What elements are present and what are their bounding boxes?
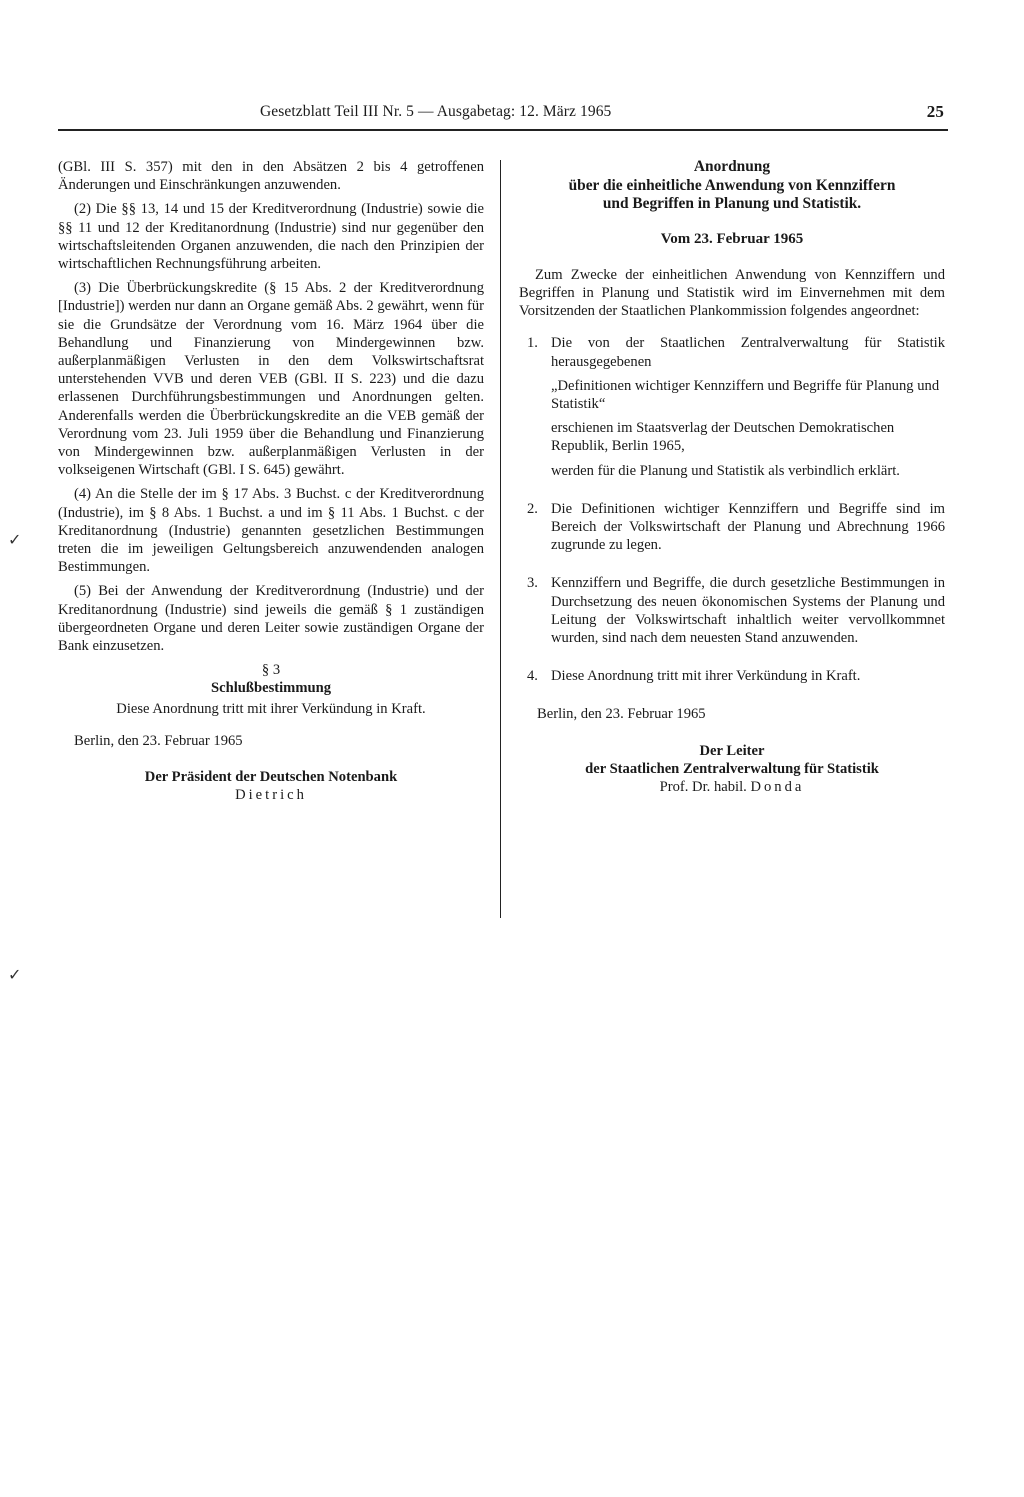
paragraph-continuation: (GBl. III S. 357) mit den in den Absätzen 2 bis 4 getroffenen Änderungen und Einschränkungen anzuwenden. xyxy=(58,159,484,194)
article-list xyxy=(519,334,945,685)
closing-statement: Diese Anordnung tritt mit ihrer Verkündung in Kraft. xyxy=(116,700,426,717)
document-date: Vom 23. Februar 1965 xyxy=(660,230,804,247)
item-text: Die Definitionen wichtiger Kennziffern und Begriffe sind im Bereich der Volkswirtschaft der Planung und Abrechnung 1966 zugrunde zu legen. xyxy=(551,500,945,554)
section-title: Schlußbestimmung xyxy=(210,680,332,697)
item-conclusion: werden für die Planung und Statistik als verbindlich erklärt. xyxy=(551,462,900,479)
paragraph-5: (5) Bei der Anwendung der Kreditverordnung (Industrie) und der Kreditanordnung (Industrie) sind jeweils die gemäß § 1 zuständigen übergeordneten Organe und deren Leiter sowie zuständigen Organe der Bank einzusetzen. xyxy=(58,583,484,655)
header-title: Gesetzblatt Teil III Nr. 5 — Ausgabetag: 12. März 1965 xyxy=(260,103,612,120)
signatory-title-line-1: Der Leiter xyxy=(699,742,765,759)
document-title-line-3: und Begriffen in Planung und Statistik. xyxy=(602,195,862,212)
paragraph-3: (3) Die Überbrückungskredite (§ 15 Abs. 2 der Kreditverordnung [Industrie]) werden nur dann an Organe gemäß Abs. 2 gewährt, wenn für sie die Grundsätze der Verordnung vom 16. März 1964 über die Behandlung und Finanzierung von Mindergewinnen bzw. außerplanmäßigen Verlusten in den dem Volkswirtschaftsrat unterstehenden VVB und deren VEB (GBl. II S. 223) und die dazu erlassenen Durchführungsbestimmungen und Anordnungen gelten. Anderenfalls werden die Überbrückungskredite an die VEB gemäß der Verordnung vom 23. Juli 1959 über die Behandlung und Finanzierung von Mindergewinnen bzw. außerplanmäßigen Verlusten in der volkseigenen Wirtschaft (GBl. I S. 645) gewährt. xyxy=(58,280,484,479)
margin-mark: ✓ xyxy=(8,967,22,984)
item-number: 3. xyxy=(527,575,538,592)
signatory-prefix: Prof. Dr. habil. xyxy=(659,778,747,795)
list-item xyxy=(519,334,945,479)
item-text: Die von der Staatlichen Zentralverwaltung für Statistik herausgegebenen xyxy=(551,335,945,370)
intro-paragraph: Zum Zwecke der einheitlichen Anwendung von Kennziffern und Begriffen in Planung und Statistik wird im Einvernehmen mit dem Vorsitzenden der Staatlichen Plankommission folgendes angeordnet: xyxy=(519,266,945,320)
margin-mark: ✓ xyxy=(8,532,22,549)
signatory-line xyxy=(519,778,945,796)
signatory-name: Dietrich xyxy=(235,787,307,804)
right-column xyxy=(519,158,945,796)
signatory-name: Donda xyxy=(750,778,805,795)
item-text: Kennziffern und Begriffe, die durch gesetzliche Bestimmungen in Durchsetzung des neuen ökonomischen Systems der Planung und Leitung der Volkswirtschaft inhaltlich weiter vervollkommnet wurden, sind nach dem neuesten Stand anzuwenden. xyxy=(551,575,945,646)
item-number: 2. xyxy=(527,500,538,517)
left-column xyxy=(58,158,484,805)
place-date: Berlin, den 23. Februar 1965 xyxy=(537,706,706,723)
list-item xyxy=(519,667,945,685)
paragraph-2: (2) Die §§ 13, 14 und 15 der Kreditverordnung (Industrie) sowie die §§ 11 und 12 der Kreditanordnung (Industrie) sind nur gegenüber den wirtschaftsleitenden Organen anzuwenden, die nach den Prinzipien der wirtschaftlichen Rechnungsführung arbeiten. xyxy=(58,201,484,273)
column-divider xyxy=(500,160,501,918)
signatory-title: Der Präsident der Deutschen Notenbank xyxy=(144,769,398,786)
section-number: § 3 xyxy=(261,662,281,679)
document-title-line-2: über die einheitliche Anwendung von Kennziffern xyxy=(568,176,896,194)
item-number: 4. xyxy=(527,668,538,685)
item-quote: „Definitionen wichtiger Kennziffern und Begriffe für Planung und Statistik“ xyxy=(551,377,940,412)
place-date: Berlin, den 23. Februar 1965 xyxy=(74,732,243,749)
signatory-title-line-2: der Staatlichen Zentralverwaltung für Statistik xyxy=(585,760,879,777)
page-header xyxy=(58,101,948,125)
list-item xyxy=(519,574,945,647)
item-publication: erschienen im Staatsverlag der Deutschen Demokratischen Republik, Berlin 1965, xyxy=(551,420,895,455)
page-number: 25 xyxy=(926,102,944,121)
paragraph-4: (4) An die Stelle der im § 17 Abs. 3 Buchst. c der Kreditverordnung (Industrie), im § 8 Abs. 1 Buchst. a und im § 11 Abs. 1 Buchst. c der Kreditanordnung (Industrie) genannten gesetzlichen Bestimmungen treten die im jeweiligen Geltungsbereich anzuwendenden analogen Bestimmungen. xyxy=(58,486,484,576)
header-rule xyxy=(58,129,948,131)
item-number: 1. xyxy=(527,335,538,352)
list-item xyxy=(519,500,945,555)
item-text: Diese Anordnung tritt mit ihrer Verkündung in Kraft. xyxy=(551,668,861,685)
document-title-line-1: Anordnung xyxy=(693,158,771,175)
